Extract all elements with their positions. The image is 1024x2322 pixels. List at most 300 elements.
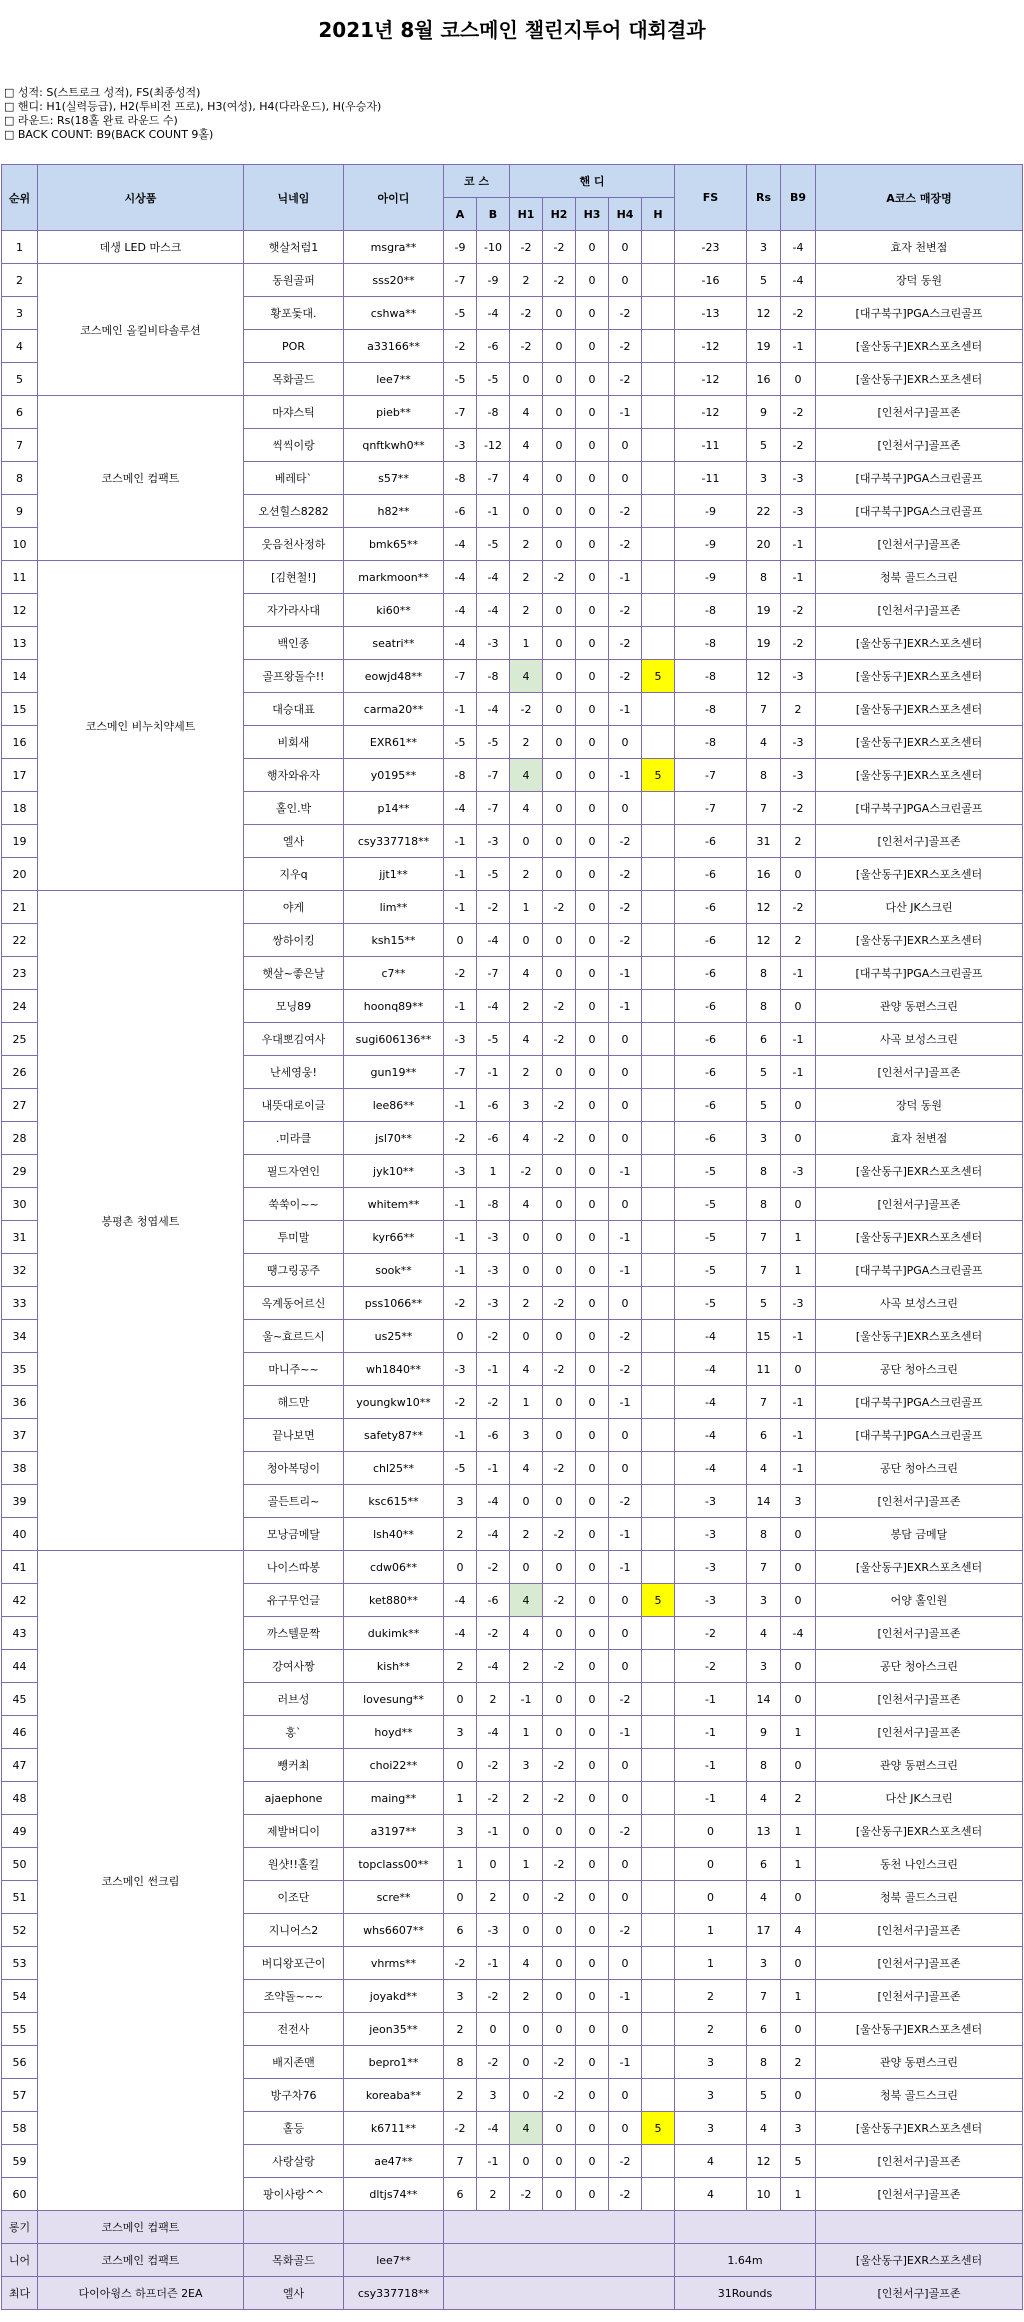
cell-b9: 0 [781, 1650, 816, 1683]
cell-store: [대구북구]PGA스크린골프 [816, 297, 1023, 330]
cell-h3: 0 [576, 924, 609, 957]
cell-h2: 0 [543, 1386, 576, 1419]
cell-h3: 0 [576, 1452, 609, 1485]
cell-h2: 0 [543, 1419, 576, 1452]
cell-h4: 0 [609, 1848, 642, 1881]
cell-h2: 0 [543, 363, 576, 396]
header-h1: H1 [510, 198, 543, 231]
cell-a: -1 [444, 1254, 477, 1287]
cell-fs: -8 [675, 594, 747, 627]
cell-id: bmk65** [344, 528, 444, 561]
cell-h [642, 1782, 675, 1815]
cell-b9: -2 [781, 396, 816, 429]
cell-b9: -3 [781, 759, 816, 792]
cell-h2: -2 [543, 561, 576, 594]
cell-b9: 1 [781, 1716, 816, 1749]
cell-b: -8 [477, 1188, 510, 1221]
cell-id: hoyd** [344, 1716, 444, 1749]
cell-fs: -3 [675, 1551, 747, 1584]
cell-b: -2 [477, 2046, 510, 2079]
cell-store: [울산동구]EXR스포츠센터 [816, 363, 1023, 396]
cell-h3: 0 [576, 330, 609, 363]
cell-b9: 3 [781, 1485, 816, 1518]
cell-id: vhrms** [344, 1947, 444, 1980]
footer-prize: 다이아윙스 하프더즌 2EA [38, 2277, 244, 2310]
cell-h: 5 [642, 660, 675, 693]
cell-b: -12 [477, 429, 510, 462]
cell-h1: 1 [510, 1716, 543, 1749]
cell-store: [인천서구]골프존 [816, 1914, 1023, 1947]
cell-fs: -5 [675, 1254, 747, 1287]
cell-h [642, 1221, 675, 1254]
cell-nickname: 뺑커최 [244, 1749, 344, 1782]
header-id: 아이디 [344, 165, 444, 231]
footer-id: csy337718** [344, 2277, 444, 2310]
cell-store: [울산동구]EXR스포츠센터 [816, 1815, 1023, 1848]
cell-h4: -1 [609, 1386, 642, 1419]
cell-h [642, 1650, 675, 1683]
cell-b: -5 [477, 858, 510, 891]
cell-b: -8 [477, 396, 510, 429]
cell-rank: 6 [2, 396, 38, 429]
cell-b: -2 [477, 1386, 510, 1419]
cell-fs: -4 [675, 1452, 747, 1485]
cell-store: 청북 골드스크린 [816, 2079, 1023, 2112]
cell-store: [인천서구]골프존 [816, 1188, 1023, 1221]
cell-fs: -11 [675, 462, 747, 495]
cell-rs: 5 [747, 429, 781, 462]
cell-b9: 1 [781, 1815, 816, 1848]
cell-fs: -6 [675, 990, 747, 1023]
cell-store: 봉담 금메달 [816, 1518, 1023, 1551]
results-table [1, 164, 1023, 2310]
cell-h2: -2 [543, 1089, 576, 1122]
cell-a: 1 [444, 1848, 477, 1881]
cell-rank: 44 [2, 1650, 38, 1683]
cell-rs: 8 [747, 2046, 781, 2079]
cell-nickname: 비회새 [244, 726, 344, 759]
cell-h4: -1 [609, 990, 642, 1023]
cell-rank: 27 [2, 1089, 38, 1122]
cell-a: -2 [444, 1947, 477, 1980]
cell-h1: 1 [510, 1386, 543, 1419]
cell-rank: 37 [2, 1419, 38, 1452]
cell-h3: 0 [576, 1749, 609, 1782]
cell-b9: 0 [781, 363, 816, 396]
cell-store: [울산동구]EXR스포츠센터 [816, 660, 1023, 693]
cell-nickname: 옥계동어르신 [244, 1287, 344, 1320]
cell-b: -1 [477, 1056, 510, 1089]
cell-id: ae47** [344, 2145, 444, 2178]
cell-id: scre** [344, 1881, 444, 1914]
cell-rank: 32 [2, 1254, 38, 1287]
cell-b9: 0 [781, 1881, 816, 1914]
cell-h4: -2 [609, 594, 642, 627]
cell-h1: 0 [510, 1485, 543, 1518]
cell-h [642, 1089, 675, 1122]
cell-store: [인천서구]골프존 [816, 1683, 1023, 1716]
cell-fs: 1 [675, 1914, 747, 1947]
cell-nickname: 엘사 [244, 825, 344, 858]
cell-h2: -2 [543, 231, 576, 264]
cell-h1: 4 [510, 759, 543, 792]
cell-h3: 0 [576, 1650, 609, 1683]
cell-store: [인천서구]골프존 [816, 1947, 1023, 1980]
cell-a: -2 [444, 2112, 477, 2145]
cell-h1: -2 [510, 693, 543, 726]
cell-nickname: 난세영웅! [244, 1056, 344, 1089]
prize-cell: 코스메인 썬크림 [38, 1551, 244, 2211]
cell-b9: -3 [781, 462, 816, 495]
cell-fs: -1 [675, 1716, 747, 1749]
cell-rank: 40 [2, 1518, 38, 1551]
cell-h2: 0 [543, 858, 576, 891]
cell-b9: 0 [781, 1518, 816, 1551]
cell-id: lsh40** [344, 1518, 444, 1551]
footer-value: 1.64m [675, 2244, 816, 2277]
cell-rank: 42 [2, 1584, 38, 1617]
cell-b: -6 [477, 1419, 510, 1452]
cell-rs: 6 [747, 1419, 781, 1452]
cell-rs: 8 [747, 759, 781, 792]
cell-fs: -6 [675, 1089, 747, 1122]
cell-rs: 3 [747, 1650, 781, 1683]
cell-h4: 0 [609, 1023, 642, 1056]
prize-cell: 봉평촌 청엽세트 [38, 891, 244, 1551]
cell-id: jyk10** [344, 1155, 444, 1188]
cell-h3: 0 [576, 627, 609, 660]
cell-h: 5 [642, 759, 675, 792]
cell-b9: 0 [781, 2013, 816, 2046]
cell-fs: -3 [675, 1518, 747, 1551]
cell-rs: 3 [747, 231, 781, 264]
cell-h4: 0 [609, 1650, 642, 1683]
cell-id: lim** [344, 891, 444, 924]
cell-nickname: 황포돛대. [244, 297, 344, 330]
cell-h4: 0 [609, 2112, 642, 2145]
cell-rank: 31 [2, 1221, 38, 1254]
cell-h1: 2 [510, 1518, 543, 1551]
cell-h3: 0 [576, 1485, 609, 1518]
cell-id: sugi606136** [344, 1023, 444, 1056]
cell-store: [인천서구]골프존 [816, 825, 1023, 858]
cell-h [642, 1551, 675, 1584]
cell-rank: 21 [2, 891, 38, 924]
cell-h1: 3 [510, 1749, 543, 1782]
cell-rs: 5 [747, 264, 781, 297]
footer-id [344, 2211, 444, 2244]
cell-rank: 20 [2, 858, 38, 891]
cell-fs: -9 [675, 528, 747, 561]
cell-b9: 0 [781, 1353, 816, 1386]
cell-h4: 0 [609, 1419, 642, 1452]
cell-h3: 0 [576, 1023, 609, 1056]
cell-h2: 0 [543, 1485, 576, 1518]
cell-id: y0195** [344, 759, 444, 792]
cell-h1: 4 [510, 396, 543, 429]
cell-store: 청북 골드스크린 [816, 561, 1023, 594]
cell-rank: 4 [2, 330, 38, 363]
cell-h2: -2 [543, 990, 576, 1023]
table-row [2, 891, 1023, 924]
note-backcount: □ BACK COUNT: B9(BACK COUNT 9홀) [4, 128, 214, 141]
cell-a: 6 [444, 2178, 477, 2211]
cell-nickname: 대승대표 [244, 693, 344, 726]
cell-h3: 0 [576, 528, 609, 561]
cell-nickname: 행자와유자 [244, 759, 344, 792]
cell-h [642, 1056, 675, 1089]
cell-h3: 0 [576, 363, 609, 396]
cell-h4: -2 [609, 924, 642, 957]
cell-rank: 58 [2, 2112, 38, 2145]
cell-b: 3 [477, 2079, 510, 2112]
cell-h1: 2 [510, 726, 543, 759]
cell-h3: 0 [576, 231, 609, 264]
footer-nickname: 엘사 [244, 2277, 344, 2310]
cell-h3: 0 [576, 792, 609, 825]
cell-h1: 0 [510, 2145, 543, 2178]
cell-h4: -1 [609, 759, 642, 792]
cell-store: [대구북구]PGA스크린골프 [816, 495, 1023, 528]
cell-a: -2 [444, 330, 477, 363]
cell-h1: 0 [510, 2013, 543, 2046]
cell-h1: 4 [510, 660, 543, 693]
cell-b9: 5 [781, 2145, 816, 2178]
cell-b: -4 [477, 594, 510, 627]
cell-h [642, 1617, 675, 1650]
cell-fs: -3 [675, 1485, 747, 1518]
cell-h2: -2 [543, 1122, 576, 1155]
cell-b9: 1 [781, 1221, 816, 1254]
cell-b9: -2 [781, 594, 816, 627]
cell-id: pss1066** [344, 1287, 444, 1320]
cell-b9: -3 [781, 726, 816, 759]
cell-rs: 16 [747, 363, 781, 396]
cell-fs: -23 [675, 231, 747, 264]
cell-rs: 20 [747, 528, 781, 561]
cell-store: [울산동구]EXR스포츠센터 [816, 858, 1023, 891]
cell-id: sss20** [344, 264, 444, 297]
cell-rs: 9 [747, 1716, 781, 1749]
cell-fs: 1 [675, 1947, 747, 1980]
cell-b: -2 [477, 1782, 510, 1815]
cell-fs: -5 [675, 1287, 747, 1320]
cell-h3: 0 [576, 1980, 609, 2013]
cell-rs: 3 [747, 1947, 781, 1980]
cell-nickname: [김현철!] [244, 561, 344, 594]
cell-h [642, 1848, 675, 1881]
cell-h4: -2 [609, 330, 642, 363]
cell-nickname: POR [244, 330, 344, 363]
cell-a: 0 [444, 1551, 477, 1584]
cell-a: -2 [444, 1386, 477, 1419]
cell-a: -4 [444, 1617, 477, 1650]
cell-nickname: 모닝89 [244, 990, 344, 1023]
cell-a: 0 [444, 1320, 477, 1353]
cell-h4: -2 [609, 297, 642, 330]
cell-h3: 0 [576, 1683, 609, 1716]
cell-store: 공단 청아스크린 [816, 1353, 1023, 1386]
cell-h [642, 1947, 675, 1980]
cell-id: joyakd** [344, 1980, 444, 2013]
cell-h4: 0 [609, 2079, 642, 2112]
cell-b: 0 [477, 2013, 510, 2046]
cell-h [642, 2178, 675, 2211]
cell-b9: 2 [781, 1782, 816, 1815]
cell-rank: 17 [2, 759, 38, 792]
cell-h1: 2 [510, 1980, 543, 2013]
cell-h3: 0 [576, 2145, 609, 2178]
cell-id: lovesung** [344, 1683, 444, 1716]
cell-id: s57** [344, 462, 444, 495]
header-h3: H3 [576, 198, 609, 231]
cell-store: [인천서구]골프존 [816, 1617, 1023, 1650]
cell-a: -7 [444, 660, 477, 693]
cell-id: ket880** [344, 1584, 444, 1617]
cell-b: -2 [477, 1980, 510, 2013]
table-row [2, 561, 1023, 594]
cell-b: -7 [477, 759, 510, 792]
cell-fs: -5 [675, 1155, 747, 1188]
footer-row [2, 2244, 1023, 2277]
cell-rank: 54 [2, 1980, 38, 2013]
cell-rank: 2 [2, 264, 38, 297]
footer-prize: 코스메인 컴팩트 [38, 2211, 244, 2244]
cell-a: -4 [444, 594, 477, 627]
cell-id: maing** [344, 1782, 444, 1815]
cell-store: [인천서구]골프존 [816, 429, 1023, 462]
header-rank: 순위 [2, 165, 38, 231]
cell-rs: 7 [747, 1254, 781, 1287]
cell-h2: 0 [543, 2112, 576, 2145]
cell-h2: 0 [543, 1221, 576, 1254]
cell-id: safety87** [344, 1419, 444, 1452]
cell-h2: 0 [543, 495, 576, 528]
cell-rank: 14 [2, 660, 38, 693]
cell-b9: -4 [781, 1617, 816, 1650]
cell-fs: -12 [675, 396, 747, 429]
cell-h [642, 1485, 675, 1518]
cell-fs: -1 [675, 1782, 747, 1815]
cell-h4: -1 [609, 561, 642, 594]
cell-nickname: 이조단 [244, 1881, 344, 1914]
cell-h2: -2 [543, 1650, 576, 1683]
cell-fs: -9 [675, 495, 747, 528]
cell-rs: 7 [747, 1221, 781, 1254]
cell-h1: 0 [510, 1254, 543, 1287]
cell-fs: -13 [675, 297, 747, 330]
cell-h1: 2 [510, 1056, 543, 1089]
cell-rs: 4 [747, 1881, 781, 1914]
cell-h [642, 1749, 675, 1782]
cell-h [642, 1452, 675, 1485]
cell-h [642, 1914, 675, 1947]
cell-fs: -7 [675, 792, 747, 825]
cell-fs: -16 [675, 264, 747, 297]
cell-a: -5 [444, 726, 477, 759]
cell-fs: -4 [675, 1353, 747, 1386]
cell-h3: 0 [576, 1914, 609, 1947]
cell-h4: 0 [609, 1749, 642, 1782]
cell-h4: -2 [609, 891, 642, 924]
cell-fs: -1 [675, 1683, 747, 1716]
cell-h [642, 1419, 675, 1452]
cell-store: [인천서구]골프존 [816, 396, 1023, 429]
cell-store: [울산동구]EXR스포츠센터 [816, 693, 1023, 726]
cell-id: qnftkwh0** [344, 429, 444, 462]
cell-h2: 0 [543, 2145, 576, 2178]
cell-h2: -2 [543, 1848, 576, 1881]
prize-cell: 코스메인 비누치약세트 [38, 561, 244, 891]
cell-h3: 0 [576, 1122, 609, 1155]
cell-b9: 0 [781, 1683, 816, 1716]
cell-a: -1 [444, 1419, 477, 1452]
cell-h4: 0 [609, 1056, 642, 1089]
cell-fs: -8 [675, 693, 747, 726]
cell-h4: 0 [609, 1782, 642, 1815]
cell-store: [울산동구]EXR스포츠센터 [816, 1320, 1023, 1353]
cell-h1: 0 [510, 2046, 543, 2079]
cell-rank: 26 [2, 1056, 38, 1089]
cell-h1: 0 [510, 1551, 543, 1584]
cell-id: ksc615** [344, 1485, 444, 1518]
cell-store: [울산동구]EXR스포츠센터 [816, 1155, 1023, 1188]
cell-fs: 3 [675, 2112, 747, 2145]
cell-rank: 41 [2, 1551, 38, 1584]
cell-rank: 19 [2, 825, 38, 858]
cell-id: lee7** [344, 363, 444, 396]
header-rs: Rs [747, 165, 781, 231]
cell-fs: 3 [675, 2046, 747, 2079]
cell-h3: 0 [576, 759, 609, 792]
cell-h2: 0 [543, 1320, 576, 1353]
cell-b: -1 [477, 1452, 510, 1485]
cell-nickname: 내뜻대로이글 [244, 1089, 344, 1122]
cell-h3: 0 [576, 858, 609, 891]
cell-h4: -2 [609, 858, 642, 891]
cell-b9: -1 [781, 1023, 816, 1056]
cell-h1: 1 [510, 627, 543, 660]
cell-h2: 0 [543, 660, 576, 693]
cell-a: 3 [444, 1716, 477, 1749]
cell-h [642, 924, 675, 957]
cell-h2: 0 [543, 1551, 576, 1584]
cell-h3: 0 [576, 561, 609, 594]
cell-h2: -2 [543, 1782, 576, 1815]
cell-h2: -2 [543, 1452, 576, 1485]
cell-h [642, 1518, 675, 1551]
cell-id: kyr66** [344, 1221, 444, 1254]
cell-store: 효자 천변점 [816, 231, 1023, 264]
cell-h4: 0 [609, 1584, 642, 1617]
cell-store: 다산 JK스크린 [816, 891, 1023, 924]
header-h4: H4 [609, 198, 642, 231]
cell-h4: 0 [609, 2013, 642, 2046]
cell-a: -3 [444, 1155, 477, 1188]
cell-h [642, 2145, 675, 2178]
cell-h [642, 1320, 675, 1353]
cell-h3: 0 [576, 990, 609, 1023]
cell-h3: 0 [576, 891, 609, 924]
cell-b9: 0 [781, 1551, 816, 1584]
cell-rs: 8 [747, 561, 781, 594]
cell-a: -8 [444, 462, 477, 495]
cell-store: 사곡 보성스크린 [816, 1023, 1023, 1056]
cell-nickname: 까스텔문짝 [244, 1617, 344, 1650]
cell-h3: 0 [576, 2046, 609, 2079]
cell-id: whitem** [344, 1188, 444, 1221]
cell-a: -1 [444, 825, 477, 858]
